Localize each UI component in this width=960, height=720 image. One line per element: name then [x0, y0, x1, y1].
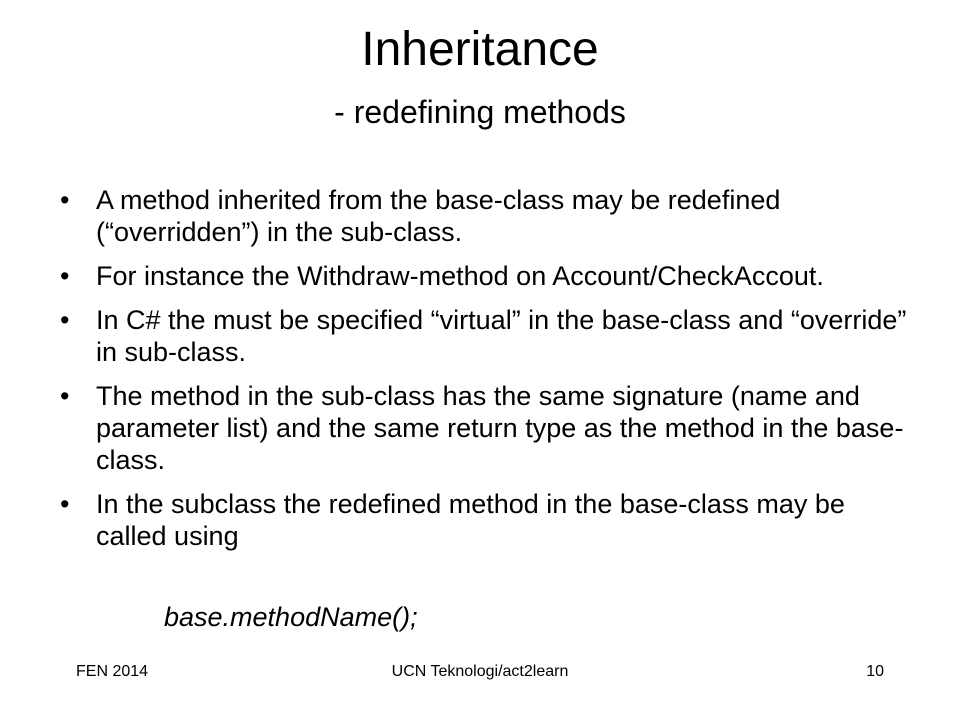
page-number: 10	[866, 663, 884, 680]
bullet-item	[60, 488, 920, 552]
bullet-icon: •	[60, 305, 70, 335]
bullet-item	[60, 260, 920, 292]
footer-date: FEN 2014	[76, 663, 149, 680]
bullet-text: For instance the Withdraw-method on Account/CheckAccout.	[96, 261, 824, 291]
footer-organization: UCN Teknologi/act2learn	[391, 663, 569, 680]
bullet-icon: •	[60, 185, 70, 215]
slide-title: Inheritance	[361, 23, 599, 76]
bullet-text: The method in the sub-class has the same signature (name and parameter list) and the same return type as the method in the base-class.	[96, 381, 904, 475]
bullet-text: In the subclass the redefined method in the base-class may be called using	[96, 489, 845, 551]
bullet-text: A method inherited from the base-class may be redefined (“overridden”) in the sub-class.	[96, 185, 781, 247]
bullet-item	[60, 380, 920, 476]
bullet-list	[60, 184, 920, 564]
code-example: base.methodName();	[164, 602, 418, 632]
slide-subtitle: - redefining methods	[334, 94, 626, 130]
bullet-text: In C# the must be specified “virtual” in the base-class and “override” in sub-class.	[96, 305, 907, 367]
bullet-item	[60, 304, 920, 368]
bullet-icon: •	[60, 381, 70, 411]
bullet-icon: •	[60, 489, 70, 519]
bullet-item	[60, 184, 920, 248]
bullet-icon: •	[60, 261, 70, 291]
